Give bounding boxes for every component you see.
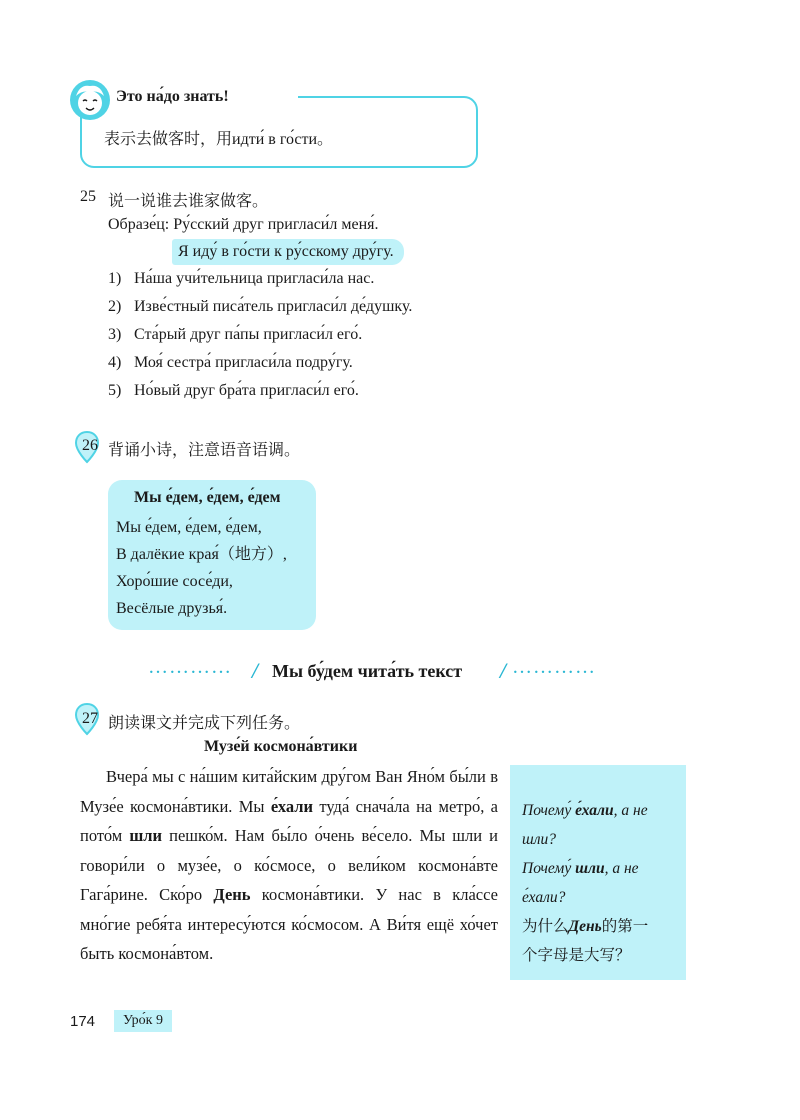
list-item: 5) Но́вый друг бра́та пригласи́л его́. — [108, 382, 359, 399]
list-item: 1) На́ша учи́тельница пригласи́ла нас. — [108, 270, 375, 287]
note-title: Это на́до знать! — [116, 88, 229, 105]
exercise-27-instruction: 朗读课文并完成下列任务。 — [108, 715, 301, 732]
section-dots-left: ………… — [148, 656, 232, 678]
side-question: е́хали? — [522, 889, 566, 906]
list-item: 2) Изве́стный писа́тель пригласи́л де́душку. — [108, 298, 413, 315]
section-title: Мы бу́дем чита́ть текст — [272, 661, 463, 681]
poem-line: В далёкие края́（地方）, — [116, 546, 287, 563]
sample-answer-highlight: Я иду́ в го́сти к ру́сскому дру́гу. — [172, 239, 404, 265]
poem-line: Мы е́дем, е́дем, е́дем, — [116, 519, 262, 536]
side-question: шли? — [522, 831, 556, 848]
exercise-25-list — [108, 268, 412, 408]
section-slash-left: / — [252, 658, 259, 683]
side-question: 为什么День的第一 — [522, 918, 649, 935]
side-questions — [522, 796, 648, 970]
text-title: Музе́й космона́втики — [204, 738, 358, 755]
note-text: 表示去做客时，用идти́ в го́сти。 — [104, 131, 334, 148]
poem-title: Мы е́дем, е́дем, е́дем — [134, 489, 281, 506]
poem-lines — [116, 514, 287, 622]
exercise-27-number: 27 — [82, 710, 98, 727]
bold-word: е́хали — [270, 796, 314, 816]
exercise-25-number: 25 — [80, 188, 96, 205]
side-question: 个字母是大写？ — [522, 947, 631, 964]
section-slash-right: / — [500, 658, 507, 683]
list-item: 4) Моя́ сестра́ пригласи́ла подру́гу. — [108, 354, 353, 371]
exercise-25-instruction: 说一说谁去谁家做客。 — [108, 193, 269, 210]
poem-line: Хоро́шие сосе́ди, — [116, 573, 233, 590]
poem-line: Весёлые друзья́. — [116, 600, 228, 617]
side-question: Почему́ е́хали, а не — [522, 802, 648, 819]
side-question: Почему́ шли, а не — [522, 860, 639, 877]
exercise-26-number: 26 — [82, 437, 98, 454]
lesson-badge: Уро́к 9 — [114, 1010, 172, 1032]
exercise-26-instruction: 背诵小诗，注意语音语调。 — [108, 442, 301, 459]
sample-text: Ру́сский друг пригласи́л меня́. — [173, 216, 379, 233]
smiley-face-icon — [68, 78, 112, 122]
reading-text: Вчера́ мы с на́шим кита́йским дру́гом Ван Яно́м бы́ли в Музе́е космона́втики. Мы е́хали туда́ снача́ла на метро́, а пото́м шли пешко́м. Нам бы́ло о́чень ве́село. Мы шли и говори́ли о музе́е, о ко́смосе, о вели́ком космона́вте Гага́рине. Ско́ро День космона́втики. У нас в кла́ссе мно́гие ребя́та интересу́ются ко́смосом. А Ви́тя ещё хо́чет быть космона́втом. — [80, 767, 498, 963]
bold-word: шли — [129, 826, 163, 845]
bold-word: День — [213, 885, 251, 904]
sample-label: Образе́ц: — [108, 216, 170, 233]
list-item: 3) Ста́рый друг па́пы пригласи́л его́. — [108, 326, 363, 343]
exercise-25-sample — [108, 216, 378, 234]
section-dots-right: ………… — [512, 656, 596, 678]
page-number: 174 — [70, 1013, 96, 1030]
